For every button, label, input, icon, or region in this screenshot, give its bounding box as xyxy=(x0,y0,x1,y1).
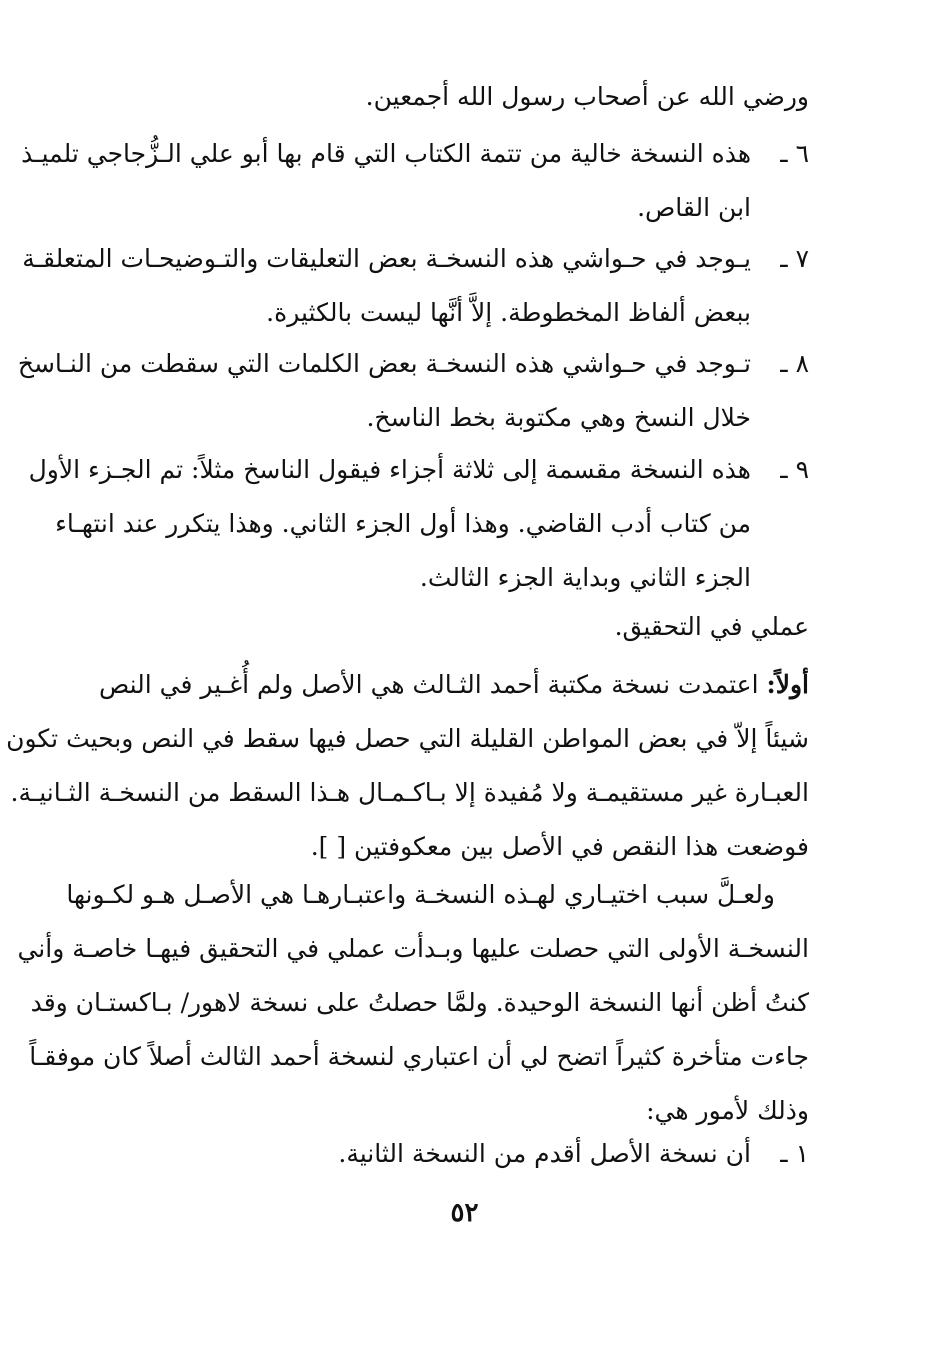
item-line: الجزء الثاني وبداية الجزء الثالث. xyxy=(419,563,751,592)
list-item-9 xyxy=(28,443,809,605)
section-heading: عملي في التحقيق. xyxy=(614,612,809,641)
list-item-8 xyxy=(17,337,809,445)
section-heading-block xyxy=(109,600,809,654)
paragraph-line: جاءت متأخرة كثيراً اتضح لي أن اعتباري لنسخة أحمد الثالث أصلاً كان موفقـاً xyxy=(29,1042,809,1071)
list-item-1 xyxy=(109,1127,809,1181)
paragraph-line-text: اعتمدت نسخة مكتبة أحمد الثـالث هي الأصل ولم أُغـير في النص xyxy=(98,670,759,699)
item-line: ابن القاص. xyxy=(637,193,751,222)
item-number: ٨ ـ xyxy=(780,349,809,378)
paragraph-line: العبـارة غير مستقيمـة ولا مُفيدة إلا بـاكـمـال هـذا السقط من النسخـة الثـانيـة. xyxy=(10,778,809,807)
list-item-6 xyxy=(21,127,809,235)
item-line: ببعض ألفاظ المخطوطة. إلاَّ أنَّها ليست بالكثيرة. xyxy=(266,298,751,327)
item-line: أن نسخة الأصل أقدم من النسخة الثانية. xyxy=(338,1139,751,1168)
item-line: هذه النسخة خالية من تتمة الكتاب التي قام بها أبو علي الـزُّجاجي تلميـذ xyxy=(21,139,751,168)
paragraph-line: ولعـلَّ سبب اختيـاري لهـذه النسخـة واعتبـارهـا هي الأصـل هـو لكـونها xyxy=(66,880,775,909)
lead-word: أولاً: xyxy=(766,670,809,699)
intro-line-block xyxy=(109,70,809,124)
item-number: ٧ ـ xyxy=(780,244,809,273)
item-number: ١ ـ xyxy=(780,1139,809,1168)
second-paragraph xyxy=(17,868,809,1138)
paragraph-line: فوضعت هذا النقص في الأصل بين معكوفتين [ ]. xyxy=(310,832,809,861)
item-line: هذه النسخة مقسمة إلى ثلاثة أجزاء فيقول الناسخ مثلاً: تم الجـزء الأول xyxy=(28,455,751,484)
page-number: ٥٢ xyxy=(450,1198,479,1228)
item-line: تـوجد في حـواشي هذه النسخـة بعض الكلمات التي سقطت من النـاسخ xyxy=(17,349,751,378)
item-line: يـوجد في حـواشي هذه النسخـة بعض التعليقات والتـوضيحـات المتعلقـة xyxy=(22,244,751,273)
intro-line: ورضي الله عن أصحاب رسول الله أجمعين. xyxy=(365,82,809,111)
first-paragraph xyxy=(6,658,809,874)
paragraph-line: النسخـة الأولى التي حصلت عليها وبـدأت عملي في التحقيق فيهـا خاصـة وأني xyxy=(17,934,809,963)
paragraph-line: كنتُ أظن أنها النسخة الوحيدة. ولمَّا حصلتُ على نسخة لاهور/ بـاكستـان وقد xyxy=(30,988,809,1017)
item-number: ٩ ـ xyxy=(780,455,809,484)
item-line: خلال النسخ وهي مكتوبة بخط الناسخ. xyxy=(366,403,751,432)
paragraph-line xyxy=(98,658,809,712)
paragraph-line: شيئاً إلاّ في بعض المواطن القليلة التي حصل فيها سقط في النص وبحيث تكون xyxy=(6,724,809,753)
paragraph-line: وذلك لأمور هي: xyxy=(646,1096,809,1125)
list-item-7 xyxy=(22,232,809,340)
item-line: من كتاب أدب القاضي. وهذا أول الجزء الثاني. وهذا يتكرر عند انتهـاء xyxy=(55,509,751,538)
item-number: ٦ ـ xyxy=(780,139,809,168)
